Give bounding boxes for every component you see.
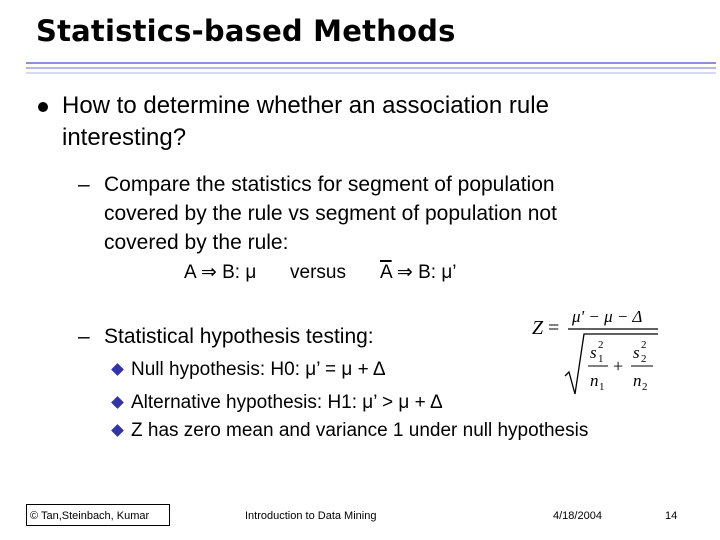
formula-n1-sub: 1 <box>599 381 605 393</box>
expr-versus: versus <box>290 262 346 283</box>
footer-page-number: 14 <box>665 510 678 522</box>
bullet-text <box>62 90 702 154</box>
formula-s1-sub: 1 <box>598 353 604 365</box>
formula-s2-sub: 2 <box>641 353 647 365</box>
diamond-bullet-1 <box>111 363 124 376</box>
title-rule-3 <box>26 72 716 74</box>
complement-rest: ⇒ B: μ’ <box>391 262 457 283</box>
sub1-line-2: covered by the rule vs segment of population not <box>104 202 557 225</box>
slide-title: Statistics-based Methods <box>36 14 456 48</box>
expr-complement <box>380 261 457 285</box>
title-rule-1 <box>26 62 716 64</box>
sub-item-1: Null hypothesis: H0: μ’ = μ + Δ <box>131 359 386 380</box>
formula-n2: n <box>633 371 642 390</box>
sub1-line-3: covered by the rule: <box>104 231 289 254</box>
formula-s1-sup: 2 <box>598 339 604 351</box>
formula-z: Z <box>532 317 544 339</box>
formula-n2-sub: 2 <box>642 381 648 393</box>
bullet-dot <box>38 102 48 112</box>
sub1-line-1: Compare the statistics for segment of population <box>104 173 555 196</box>
sub-text-1 <box>104 170 664 257</box>
diamond-bullet-2 <box>111 396 124 409</box>
sub-item-2: Alternative hypothesis: H1: μ’ > μ + Δ <box>131 392 443 413</box>
formula-n1: n <box>590 371 599 390</box>
formula-s1: s <box>590 343 597 362</box>
formula-equals: = <box>548 317 560 339</box>
formula-s2-sup: 2 <box>641 339 647 351</box>
sub-text-2: Statistical hypothesis testing: <box>104 325 374 348</box>
sub-dash-2: – <box>78 325 90 348</box>
bullet-line-1: How to determine whether an association rule <box>62 92 549 119</box>
diamond-bullet-3 <box>111 424 124 437</box>
expr-rule: A ⇒ B: μ <box>184 262 257 283</box>
sub-item-3: Z has zero mean and variance 1 under null hypothesis <box>131 420 589 441</box>
formula-numerator: μ' − μ − Δ <box>572 307 643 326</box>
formula-plus: + <box>613 356 624 376</box>
z-statistic-formula <box>528 302 660 396</box>
formula-s2: s <box>633 343 640 362</box>
complement-a: $\overline{A}$ <box>380 262 392 283</box>
title-rule-2 <box>26 67 716 69</box>
sub-dash-1: – <box>78 173 90 196</box>
footer-book-title: Introduction to Data Mining <box>245 510 377 522</box>
footer-date: 4/18/2004 <box>553 510 602 522</box>
footer-copyright-box: © Tan,Steinbach, Kumar <box>26 504 170 526</box>
bullet-line-2: interesting? <box>62 124 187 151</box>
